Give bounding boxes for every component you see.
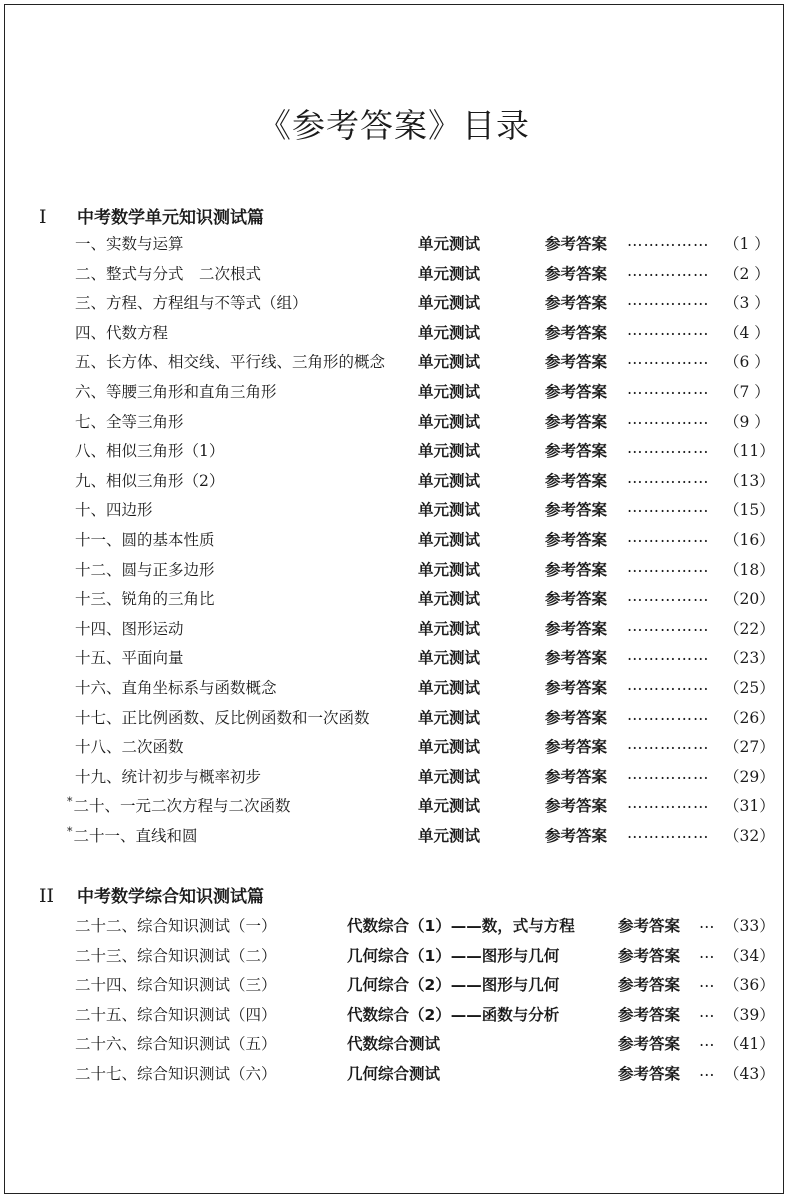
answer-label: 参考答案: [545, 294, 608, 313]
toc-entry-title: [75, 765, 261, 787]
answer-label: 参考答案: [545, 708, 608, 727]
answer-label: 参考答案: [618, 976, 681, 995]
toc-row: [5, 558, 783, 587]
toc-entry-name: 七、全等三角形: [75, 412, 184, 431]
unit-test-label: 单元测试: [418, 649, 481, 668]
toc-entry-title: [75, 439, 224, 461]
toc-entry-name: 五、长方体、相交线、平行线、三角形的概念: [75, 353, 386, 372]
page-number: （16）: [724, 531, 775, 549]
section-1-heading: [39, 203, 264, 228]
answer-label: 参考答案: [545, 679, 608, 697]
answer-label: 参考答案: [618, 1065, 681, 1083]
page-number: （26）: [724, 708, 775, 727]
toc-entry-name: 二十、一元二次方程与二次函数: [73, 797, 291, 816]
page-number: （33）: [724, 917, 775, 935]
toc-row: [5, 914, 783, 943]
answer-label: 参考答案: [545, 560, 608, 579]
answer-label: 参考答案: [545, 590, 608, 609]
unit-test-label: 单元测试: [418, 442, 481, 461]
leader-dots: ……………: [627, 676, 710, 694]
answer-label: 参考答案: [545, 797, 608, 816]
unit-test-label: 单元测试: [418, 294, 481, 313]
answer-label: 参考答案: [545, 235, 608, 253]
leader-dots: …: [699, 914, 715, 932]
page-title: 《参考答案》目录: [258, 106, 530, 145]
section-1-title: 中考数学单元知识测试篇: [77, 208, 264, 228]
toc-entry-title: [75, 676, 277, 698]
page-number: （23）: [724, 649, 775, 668]
toc-row: [5, 410, 783, 439]
toc-entry-name: 八、相似三角形（1）: [75, 442, 225, 461]
page-number: （22）: [724, 619, 775, 638]
answer-label: 参考答案: [545, 531, 608, 549]
page-number: （39）: [724, 1005, 775, 1024]
toc-entry-name: 十一、圆的基本性质: [75, 531, 215, 549]
page-number: （15）: [724, 501, 775, 520]
page-number: （20）: [724, 590, 775, 609]
unit-test-label: 单元测试: [418, 708, 481, 727]
answer-label: 参考答案: [545, 264, 608, 283]
toc-entry-name: 二十三、综合知识测试（二）: [75, 946, 277, 965]
answer-label: 参考答案: [545, 501, 608, 520]
toc-row: [5, 646, 783, 675]
toc-row: [5, 735, 783, 764]
page-number: （2 ）: [724, 264, 770, 283]
page-number: （34）: [724, 946, 775, 965]
toc-row: [5, 498, 783, 527]
page-number: （13）: [724, 471, 775, 490]
page-number: （9 ）: [724, 412, 770, 431]
toc-entry-name: 九、相似三角形（2）: [75, 471, 225, 490]
answer-label: 参考答案: [545, 412, 608, 431]
toc-row: [5, 587, 783, 616]
answer-label: 参考答案: [545, 383, 608, 401]
toc-row: [5, 350, 783, 379]
toc-row: [5, 528, 783, 557]
leader-dots: …: [699, 943, 715, 962]
leader-dots: ……………: [627, 380, 710, 398]
page-number: （32）: [724, 827, 775, 845]
toc-entry-name: 十七、正比例函数、反比例函数和一次函数: [75, 708, 370, 727]
leader-dots: ……………: [627, 646, 710, 665]
answer-label: 参考答案: [545, 767, 608, 786]
unit-test-label: 单元测试: [418, 679, 481, 697]
page-number: （4 ）: [724, 323, 770, 342]
topic-label: 代数综合（2）——函数与分析: [347, 1005, 560, 1024]
page-number: （36）: [724, 976, 775, 995]
optional-star-mark: *: [67, 825, 73, 838]
toc-row: [5, 1003, 783, 1032]
leader-dots: ……………: [627, 261, 710, 280]
page-number: （6 ）: [724, 353, 770, 372]
leader-dots: ……………: [627, 764, 710, 783]
answer-label: 参考答案: [545, 323, 608, 342]
answer-label: 参考答案: [618, 1035, 681, 1054]
toc-row: [5, 1062, 783, 1091]
page-number: （29）: [724, 767, 775, 786]
toc-row: [5, 321, 783, 350]
section-1-number: I: [39, 206, 47, 228]
toc-entry-name: 十四、图形运动: [75, 619, 184, 638]
page-number: （1 ）: [724, 235, 770, 253]
answer-label: 参考答案: [545, 471, 608, 490]
toc-entry-title: [75, 646, 184, 668]
toc-row: [5, 706, 783, 735]
toc-row: [5, 794, 783, 823]
toc-row: [5, 262, 783, 291]
page-number: （41）: [724, 1035, 775, 1054]
toc-entry-title: [75, 262, 261, 284]
page-number: （11）: [724, 442, 775, 461]
page-number: （7 ）: [724, 383, 770, 401]
leader-dots: ……………: [627, 735, 710, 754]
toc-entry-title: [75, 291, 308, 313]
toc-entry-title: [67, 794, 291, 816]
toc-row: [5, 973, 783, 1002]
document-page: [4, 4, 784, 1194]
leader-dots: ……………: [627, 528, 710, 546]
toc-entry-title: [67, 824, 198, 846]
unit-test-label: 单元测试: [418, 531, 481, 549]
toc-row: [5, 232, 783, 261]
unit-test-label: 单元测试: [418, 797, 481, 816]
leader-dots: …: [699, 1062, 715, 1080]
answer-label: 参考答案: [545, 649, 608, 668]
page-number: （25）: [724, 679, 775, 697]
leader-dots: ……………: [627, 824, 710, 842]
topic-label: 代数综合测试: [347, 1035, 441, 1054]
answer-label: 参考答案: [545, 442, 608, 461]
toc-entry-title: [75, 528, 215, 550]
page-number: （27）: [724, 738, 775, 757]
toc-entry-name: 二十五、综合知识测试（四）: [75, 1005, 277, 1024]
leader-dots: ……………: [627, 439, 710, 458]
answer-label: 参考答案: [545, 619, 608, 638]
leader-dots: ……………: [627, 350, 710, 369]
toc-entry-name: 十、四边形: [75, 501, 153, 520]
toc-row: [5, 469, 783, 498]
toc-row: [5, 439, 783, 468]
leader-dots: ……………: [627, 557, 710, 576]
leader-dots: ……………: [627, 320, 710, 339]
toc-entry-name: 十八、二次函数: [75, 738, 184, 757]
answer-label: 参考答案: [618, 946, 681, 965]
optional-star-mark: *: [67, 795, 73, 809]
toc-entry-name: 二、整式与分式 二次根式: [75, 264, 262, 283]
unit-test-label: 单元测试: [418, 235, 481, 253]
section-2-heading: [39, 882, 264, 907]
toc-entry-title: [75, 380, 277, 402]
unit-test-label: 单元测试: [418, 619, 481, 638]
toc-entry-title: [75, 232, 184, 254]
leader-dots: ……………: [627, 468, 710, 487]
toc-entry-title: [75, 587, 215, 609]
leader-dots: …: [699, 973, 715, 992]
toc-entry-name: 四、代数方程: [75, 323, 169, 342]
unit-test-label: 单元测试: [418, 501, 481, 520]
unit-test-label: 单元测试: [418, 471, 481, 490]
toc-row: [5, 824, 783, 853]
toc-entry-name: 二十七、综合知识测试（六）: [75, 1065, 277, 1083]
topic-label: 几何综合（1）——图形与几何: [347, 946, 560, 965]
unit-test-label: 单元测试: [418, 383, 481, 401]
toc-entry-name: 一、实数与运算: [75, 235, 184, 253]
toc-entry-title: [75, 469, 224, 491]
unit-test-label: 单元测试: [418, 560, 481, 579]
toc-entry-name: 三、方程、方程组与不等式（组）: [75, 294, 308, 313]
unit-test-label: 单元测试: [418, 827, 481, 845]
answer-label: 参考答案: [545, 353, 608, 372]
topic-label: 几何综合测试: [347, 1065, 441, 1083]
leader-dots: ……………: [627, 616, 710, 635]
leader-dots: ……………: [627, 705, 710, 724]
leader-dots: ……………: [627, 587, 710, 606]
page-number: （43）: [724, 1065, 775, 1083]
toc-row: [5, 380, 783, 409]
toc-row: [5, 617, 783, 646]
toc-entry-name: 十六、直角坐标系与函数概念: [75, 679, 277, 697]
toc-row: [5, 765, 783, 794]
answer-label: 参考答案: [618, 917, 681, 935]
leader-dots: ……………: [627, 409, 710, 428]
toc-entry-name: 十三、锐角的三角比: [75, 590, 215, 609]
toc-row: [5, 291, 783, 320]
toc-entry-name: 十二、圆与正多边形: [75, 560, 215, 579]
topic-label: 代数综合（1）——数，式与方程: [347, 917, 575, 935]
unit-test-label: 单元测试: [418, 412, 481, 431]
toc-entry-title: [75, 735, 184, 757]
unit-test-label: 单元测试: [418, 264, 481, 283]
toc-entry-name: 二十六、综合知识测试（五）: [75, 1035, 277, 1054]
toc-row: [5, 944, 783, 973]
section-2-number: II: [39, 885, 55, 907]
toc-entry-title: [75, 617, 184, 639]
leader-dots: ……………: [627, 794, 710, 813]
unit-test-label: 单元测试: [418, 323, 481, 342]
page-number: （31）: [724, 797, 775, 816]
unit-test-label: 单元测试: [418, 738, 481, 757]
toc-entry-title: [75, 706, 370, 728]
section-2-title: 中考数学综合知识测试篇: [77, 887, 264, 907]
toc-entry-name: 二十四、综合知识测试（三）: [75, 976, 277, 995]
toc-entry-title: [75, 321, 168, 343]
toc-entry-name: 二十一、直线和圆: [73, 827, 198, 845]
leader-dots: ……………: [627, 291, 710, 310]
page-number: （3 ）: [724, 294, 770, 313]
toc-entry-name: 二十二、综合知识测试（一）: [75, 917, 277, 935]
toc-entry-name: 十五、平面向量: [75, 649, 184, 668]
leader-dots: ……………: [627, 498, 710, 517]
toc-entry-name: 六、等腰三角形和直角三角形: [75, 383, 277, 401]
toc-entry-title: [75, 350, 385, 372]
unit-test-label: 单元测试: [418, 767, 481, 786]
answer-label: 参考答案: [545, 827, 608, 845]
answer-label: 参考答案: [545, 738, 608, 757]
toc-entry-name: 十九、统计初步与概率初步: [75, 767, 262, 786]
toc-entry-title: [75, 498, 153, 520]
leader-dots: …: [699, 1002, 715, 1021]
leader-dots: …: [699, 1032, 715, 1051]
unit-test-label: 单元测试: [418, 353, 481, 372]
toc-entry-title: [75, 410, 184, 432]
topic-label: 几何综合（2）——图形与几何: [347, 976, 560, 995]
page-number: （18）: [724, 560, 775, 579]
answer-label: 参考答案: [618, 1005, 681, 1024]
toc-row: [5, 676, 783, 705]
unit-test-label: 单元测试: [418, 590, 481, 609]
leader-dots: ……………: [627, 232, 710, 250]
toc-row: [5, 1032, 783, 1061]
toc-entry-title: [75, 558, 215, 580]
